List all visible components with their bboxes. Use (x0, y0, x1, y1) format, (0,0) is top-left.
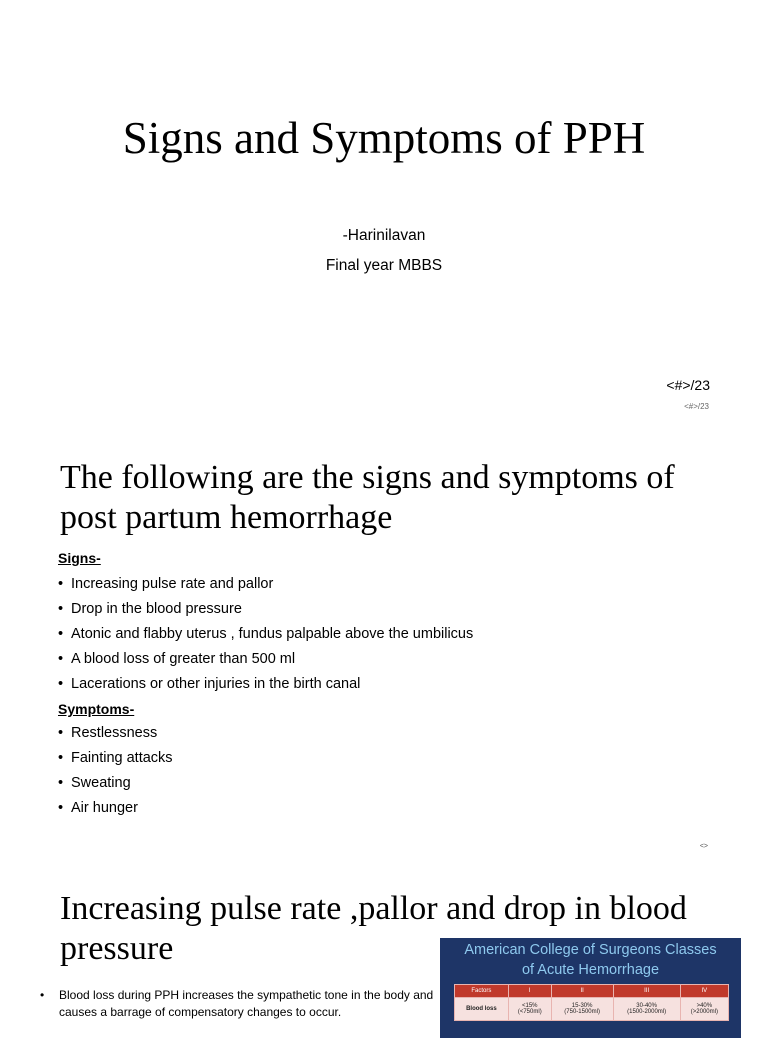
list-item-text: Atonic and flabby uterus , fundus palpable above the umbilicus (71, 626, 474, 642)
list-item-text: Restlessness (71, 725, 158, 741)
signs-symptoms-slide (0, 430, 768, 860)
hemorrhage-class-table (454, 984, 729, 1021)
cell-line: >40% (696, 1003, 713, 1009)
cell-line: 15-30% (571, 1003, 593, 1009)
cell-line: <15% (522, 1003, 538, 1009)
symptoms-list (58, 721, 173, 821)
figure-title (440, 940, 741, 980)
cell-line: 30-40% (636, 1003, 657, 1009)
hemorrhage-class-figure (440, 938, 741, 1038)
list-item-text: Air hunger (71, 800, 138, 816)
bullet-icon: • (58, 800, 64, 816)
bullet-paragraph (40, 987, 449, 1021)
list-item (58, 572, 473, 597)
slide-title: Increasing pulse rate ,pallor and drop in blood pressure (60, 890, 687, 967)
list-item (58, 746, 173, 771)
list-item-text: Lacerations or other injuries in the birth canal (71, 676, 361, 692)
signs-list (58, 572, 473, 697)
list-item-text: A blood loss of greater than 500 ml (71, 651, 296, 667)
figure-title-line: American College of Surgeons Classes (464, 942, 717, 958)
list-item (58, 597, 473, 622)
table-header-row (455, 985, 729, 998)
slide-title: The following are the signs and symptoms of post partum hemorrhage (60, 459, 675, 536)
bullet-text: Blood loss during PPH increases the sympathetic tone in the body and causes a barrage of compensatory changes to occur. (59, 988, 434, 1019)
list-item (58, 721, 173, 746)
column-header: Factors (455, 985, 509, 998)
page-number-small: <#>/23 (684, 402, 709, 411)
bullet-icon: • (58, 601, 64, 617)
table-cell (551, 998, 613, 1021)
table-cell (613, 998, 680, 1021)
cell-line: (750-1500ml) (564, 1009, 600, 1015)
author-name: -Harinilavan (342, 227, 426, 244)
list-item (58, 622, 473, 647)
title-slide (0, 0, 768, 425)
table-cell (680, 998, 728, 1021)
list-item (58, 771, 173, 796)
row-header: Blood loss (455, 998, 509, 1021)
column-header: I (508, 985, 551, 998)
cell-line: (<750ml) (517, 1009, 542, 1015)
list-item-text: Increasing pulse rate and pallor (71, 576, 274, 592)
bullet-icon: • (58, 775, 64, 791)
column-header: III (613, 985, 680, 998)
figure-title-line: of Acute Hemorrhage (521, 962, 660, 978)
list-item (58, 796, 173, 821)
table-cell (508, 998, 551, 1021)
page-number: <#>/23 (666, 377, 710, 393)
cell-line: (>2000ml) (690, 1009, 718, 1015)
pulse-pressure-slide (0, 865, 768, 1024)
page-marker: <> (699, 843, 708, 850)
table-row (455, 998, 729, 1021)
bullet-icon: • (58, 576, 64, 592)
list-item (58, 647, 473, 672)
bullet-icon: • (58, 725, 64, 741)
cell-line: (1500-2000ml) (627, 1009, 667, 1015)
signs-label: Signs- (58, 550, 101, 566)
bullet-icon: • (58, 676, 64, 692)
bullet-icon: • (58, 626, 64, 642)
list-item-text: Sweating (71, 775, 131, 791)
list-item-text: Fainting attacks (71, 750, 173, 766)
list-item-text: Drop in the blood pressure (71, 601, 242, 617)
bullet-icon: • (40, 988, 45, 1002)
list-item (58, 672, 473, 697)
column-header: IV (680, 985, 728, 998)
symptoms-label: Symptoms- (58, 701, 135, 717)
author-subtitle: Final year MBBS (325, 257, 443, 274)
slide-title: Signs and Symptoms of PPH (122, 113, 646, 163)
bullet-icon: • (58, 651, 64, 667)
column-header: II (551, 985, 613, 998)
bullet-icon: • (58, 750, 64, 766)
